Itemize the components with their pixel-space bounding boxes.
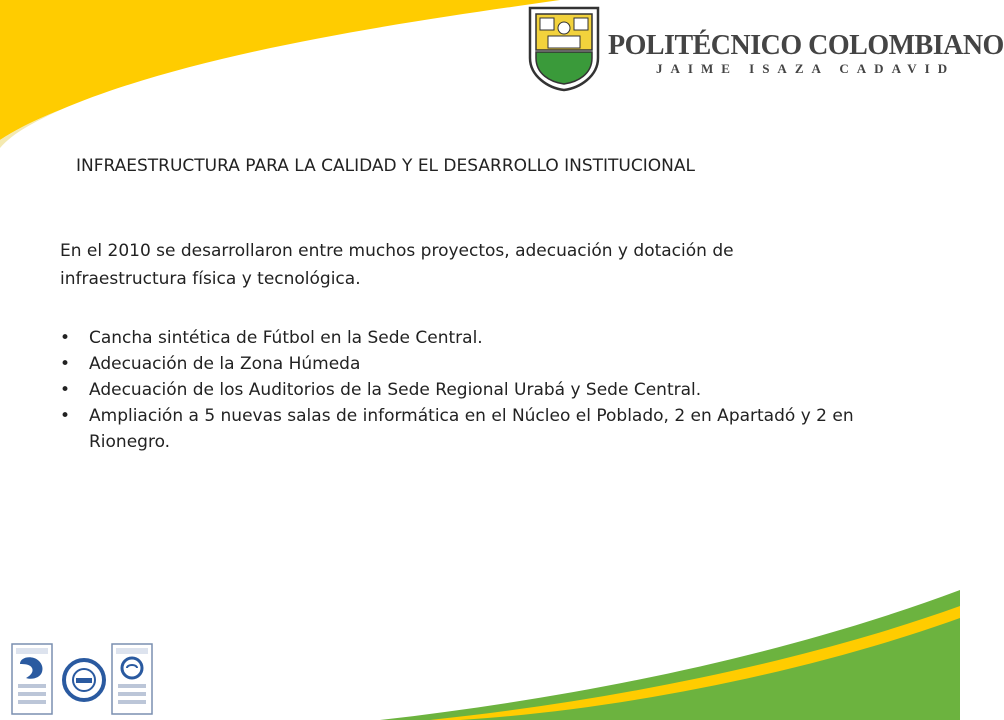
list-item-text: Cancha sintética de Fútbol en la Sede Central. (89, 328, 483, 348)
list-item-text: Adecuación de la Zona Húmeda (89, 354, 361, 374)
list-item (60, 325, 910, 351)
bullet-icon: • (60, 354, 71, 374)
shield-crest-icon (528, 6, 600, 92)
list-item (60, 351, 910, 377)
bullet-icon: • (60, 328, 71, 348)
list-item (60, 377, 910, 403)
top-yellow-swoosh (0, 0, 560, 140)
slide-title: INFRAESTRUCTURA PARA LA CALIDAD Y EL DESARROLLO INSTITUCIONAL (76, 156, 695, 176)
certification-logos (10, 640, 160, 718)
bottom-green-swoosh (380, 590, 960, 720)
iqnet-certification-icon (64, 660, 104, 700)
bullet-icon: • (60, 380, 71, 400)
icontec-certification-icon (12, 644, 52, 714)
bullet-icon: • (60, 406, 71, 426)
list-item-text: Ampliación a 5 nuevas salas de informática en el Núcleo el Poblado, 2 en Apartadó y 2 en Rionegro. (89, 406, 854, 452)
institution-subtitle: JAIME ISAZA CADAVID (656, 61, 956, 76)
institution-logo (528, 6, 1004, 96)
list-item-text: Adecuación de los Auditorios de la Sede Regional Urabá y Sede Central. (89, 380, 702, 400)
icontec-quality-certification-icon (112, 644, 152, 714)
bullet-list (60, 325, 910, 455)
intro-paragraph: En el 2010 se desarrollaron entre muchos proyectos, adecuación y dotación de infraestructura física y tecnológica. (60, 241, 734, 289)
institution-name: POLITÉCNICO COLOMBIANO (608, 30, 1004, 61)
list-item (60, 403, 910, 455)
